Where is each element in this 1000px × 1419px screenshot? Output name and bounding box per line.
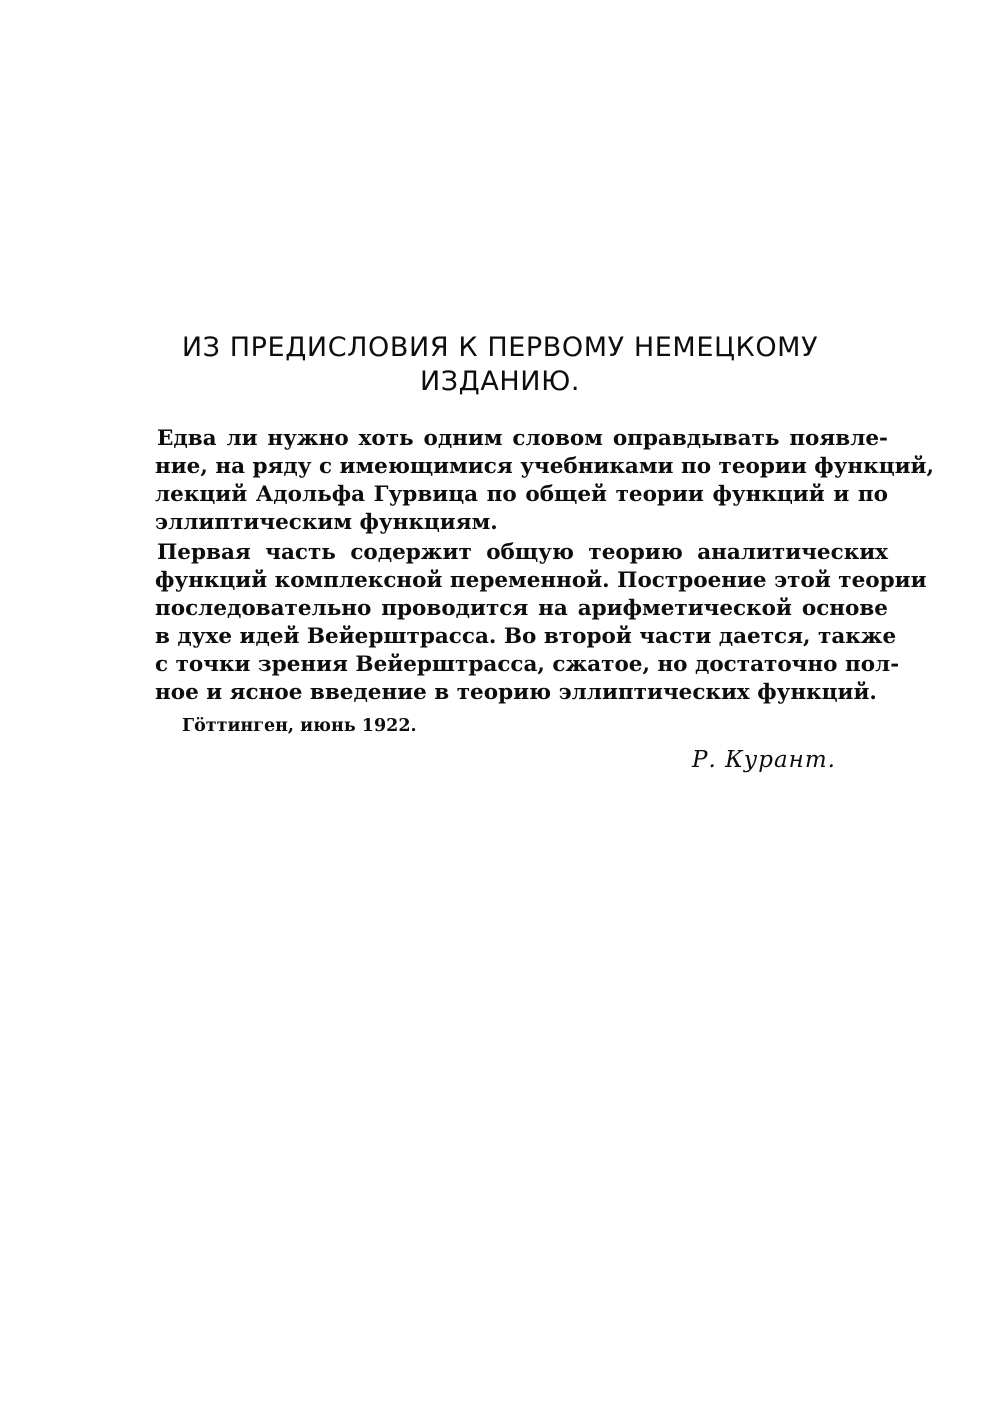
paragraph-1-line-1: Едва ли нужно хоть одним словом оправдывать появле- <box>157 426 888 451</box>
place-date: Гöттинген, июнь 1922. <box>182 716 417 736</box>
paragraph-2-line-5: с точки зрения Вейерштрасса, сжатое, но достаточно пол- <box>155 652 900 677</box>
paragraph-2-line-3: последовательно проводится на арифметической основе <box>155 596 888 621</box>
paragraph-2-line-1: Первая часть содержит общую теорию аналитических <box>157 540 888 565</box>
paragraph-2-line-4: в духе идей Вейерштрасса. Во второй части дается, также <box>155 624 897 649</box>
paragraph-1-line-4: эллиптическим функциям. <box>155 510 498 535</box>
heading-line-2: ИЗДАНИЮ. <box>419 366 581 397</box>
heading-line-1: ИЗ ПРЕДИСЛОВИЯ К ПЕРВОМУ НЕМЕЦКОМУ <box>181 332 819 363</box>
paragraph-2-line-2: функций комплексной переменной. Построение этой теории <box>155 568 927 593</box>
paragraph-2-line-6: ное и ясное введение в теорию эллиптических функций. <box>155 680 877 705</box>
paragraph-1-line-3: лекций Адольфа Гурвица по общей теории функций и по <box>155 482 888 507</box>
paragraph-1-line-2: ние, на ряду с имеющимися учебниками по теории функций, <box>155 454 934 479</box>
author-signature: Р. Курант. <box>692 747 836 773</box>
